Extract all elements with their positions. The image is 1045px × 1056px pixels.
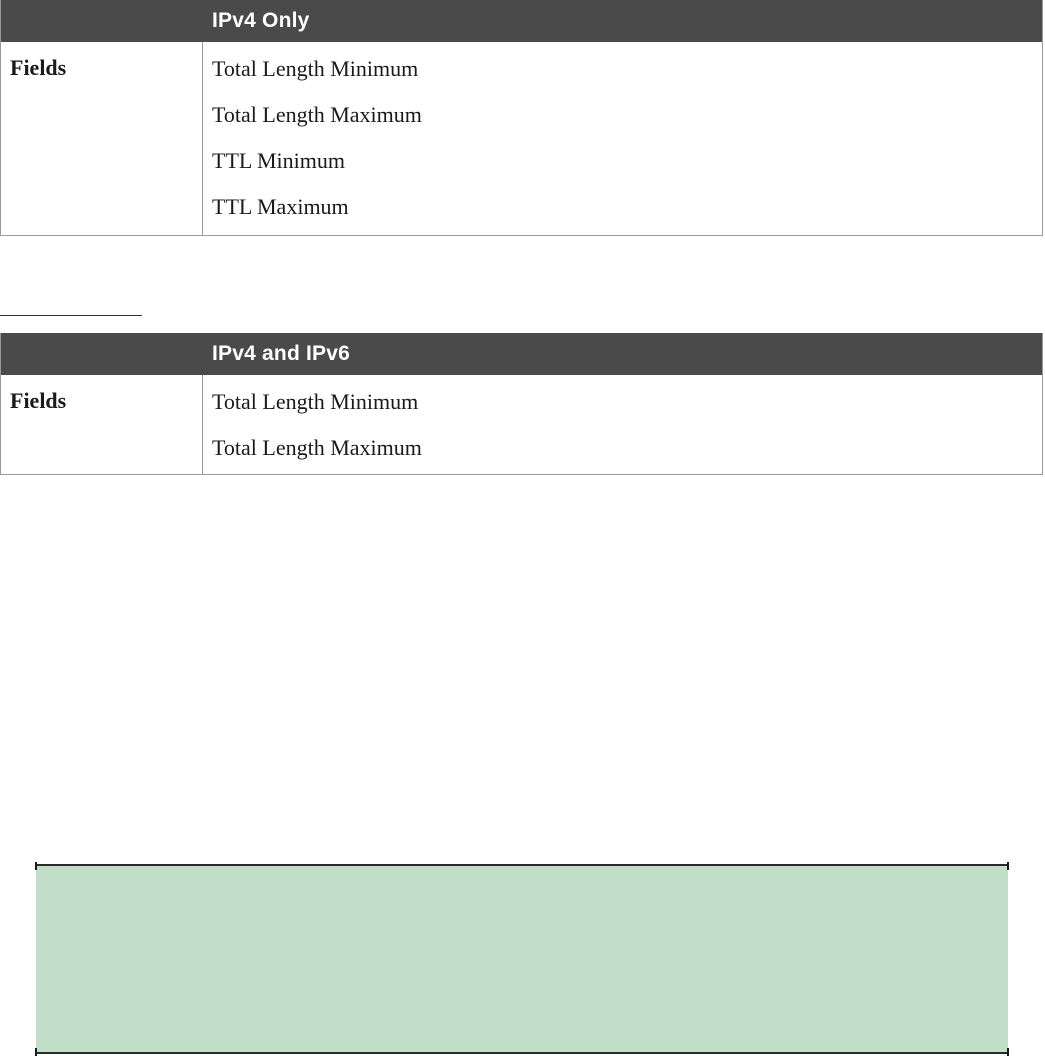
field-item: TTL Maximum <box>212 194 349 219</box>
table-ipv4-only <box>0 0 1043 236</box>
field-item: Total Length Maximum <box>212 102 422 127</box>
note-box <box>36 864 1008 1054</box>
field-item: Total Length Maximum <box>212 435 422 460</box>
table-header <box>1 0 1042 42</box>
field-item: Total Length Minimum <box>212 389 419 414</box>
table-body <box>1 375 1042 474</box>
table-header-title: IPv4 Only <box>212 9 310 32</box>
field-item: Total Length Minimum <box>212 56 419 81</box>
table-ipv4-and-ipv6 <box>0 333 1043 475</box>
table-header-spacer <box>1 0 204 42</box>
row-label: Fields <box>1 42 203 235</box>
corner-tick-top-left <box>35 862 37 870</box>
corner-tick-top-right <box>1007 862 1009 870</box>
table-header <box>1 333 1042 375</box>
table-header-title: IPv4 and IPv6 <box>212 342 351 365</box>
row-label: Fields <box>1 375 203 474</box>
table-header-spacer <box>1 333 204 375</box>
field-list <box>203 42 1042 235</box>
table-body <box>1 42 1042 235</box>
field-item: TTL Minimum <box>212 148 346 173</box>
field-list <box>203 375 1042 474</box>
section-rule <box>0 315 142 316</box>
